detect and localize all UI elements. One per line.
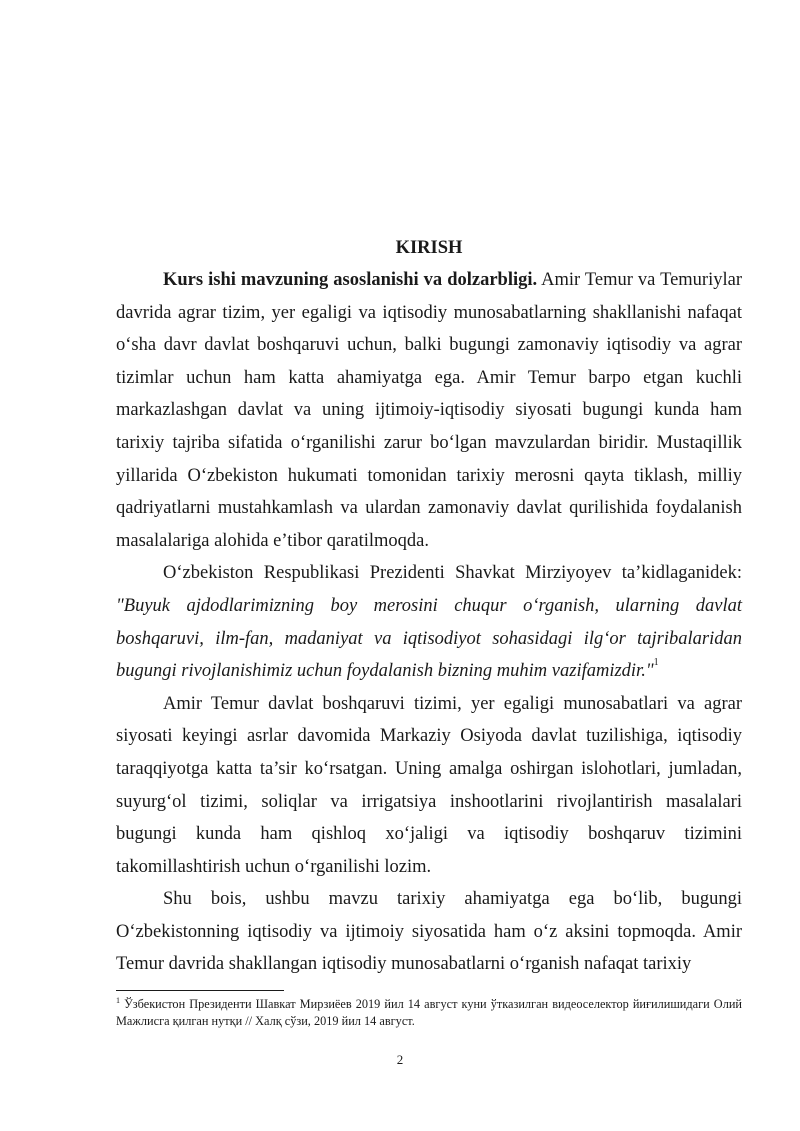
- footnote-separator: [116, 990, 284, 991]
- paragraph-text: Amir Temur va Temuriylar davrida agrar tizim, yer egaligi va iqtisodiy munosabatlarning shakllanishi nafaqat o‘sha davr davlat boshqaruvi uchun, balki bugungi zamonaviy iqtisodiy va agrar tizimlar uchun ham katta ahamiyatga ega. Amir Temur barpo etgan kuchli markazlashgan davlat va uning ijtimoiy-iqtisodiy siyosati bugungi kunda ham tarixiy tajriba sifatida o‘rganilishi zarur bo‘lgan mavzulardan biridir. Mustaqillik yillarida O‘zbekiston hukumati tomonidan tarixiy merosni qayta tiklash, milliy qadriyatlarni mustahkamlash va ulardan zamonaviy davlat qurilishida foydalanish masalalariga alohida e’tibor qaratilmoqda.: [116, 270, 742, 551]
- footnote: [116, 996, 742, 1029]
- paragraph-significance: [116, 883, 742, 981]
- footnote-text: Ўзбекистон Президенти Шавкат Мирзиёев 2019 йил 14 август куни ўтказилган видеоселектор йиғилишидаги Олий Мажлисга қилган нутқи // Халқ сўзи, 2019 йил 14 август.: [116, 997, 742, 1028]
- footnote-marker: 1: [116, 996, 120, 1005]
- paragraph-relevance: [116, 264, 742, 557]
- paragraph-text: O‘zbekiston Respublikasi Prezidenti Shavkat Mirziyoyev ta’kidlaganidek:: [163, 563, 742, 584]
- paragraph-text: Amir Temur davlat boshqaruvi tizimi, yer egaligi munosabatlari va agrar siyosati keyingi asrlar davomida Markaziy Osiyoda davlat tuzilishiga, iqtisodiy taraqqiyotga katta ta’sir ko‘rsatgan. Uning amalga oshirgan islohotlari, jumladan, suyurg‘ol tizimi, soliqlar va irrigatsiya inshootlarini rivojlantirish masalalari bugungi kunda ham qishloq xo‘jaligi va iqtisodiy boshqaruv tizimini takomillashtirish uchun o‘rganilishi lozim.: [116, 693, 742, 877]
- president-quote: "Buyuk ajdodlarimizning boy merosini chuqur o‘rganish, ularning davlat boshqaruvi, ilm-fan, madaniyat va iqtisodiyot sohasidagi ilg‘or tajribalaridan bugungi rivojlanishimiz uchun foydalanish bizning muhim vazifamizdir.": [116, 595, 742, 682]
- page-number: 2: [396, 1052, 404, 1067]
- paragraph-reforms: [116, 688, 742, 884]
- paragraph-text: Shu bois, ushbu mavzu tarixiy ahamiyatga ega bo‘lib, bugungi O‘zbekistonning iqtisodiy va ijtimoiy siyosatida ham o‘z aksini topmoqda. Amir Temur davrida shakllangan iqtisodiy munosabatlarni o‘rganish nafaqat tarixiy: [116, 889, 742, 975]
- footnote-reference[interactable]: 1: [653, 657, 659, 669]
- paragraph-lead: Kurs ishi mavzuning asoslanishi va dolzarbligi.: [163, 270, 538, 290]
- body-text: [116, 232, 742, 981]
- section-heading: KIRISH: [395, 238, 463, 258]
- paragraph-quote: [116, 557, 742, 687]
